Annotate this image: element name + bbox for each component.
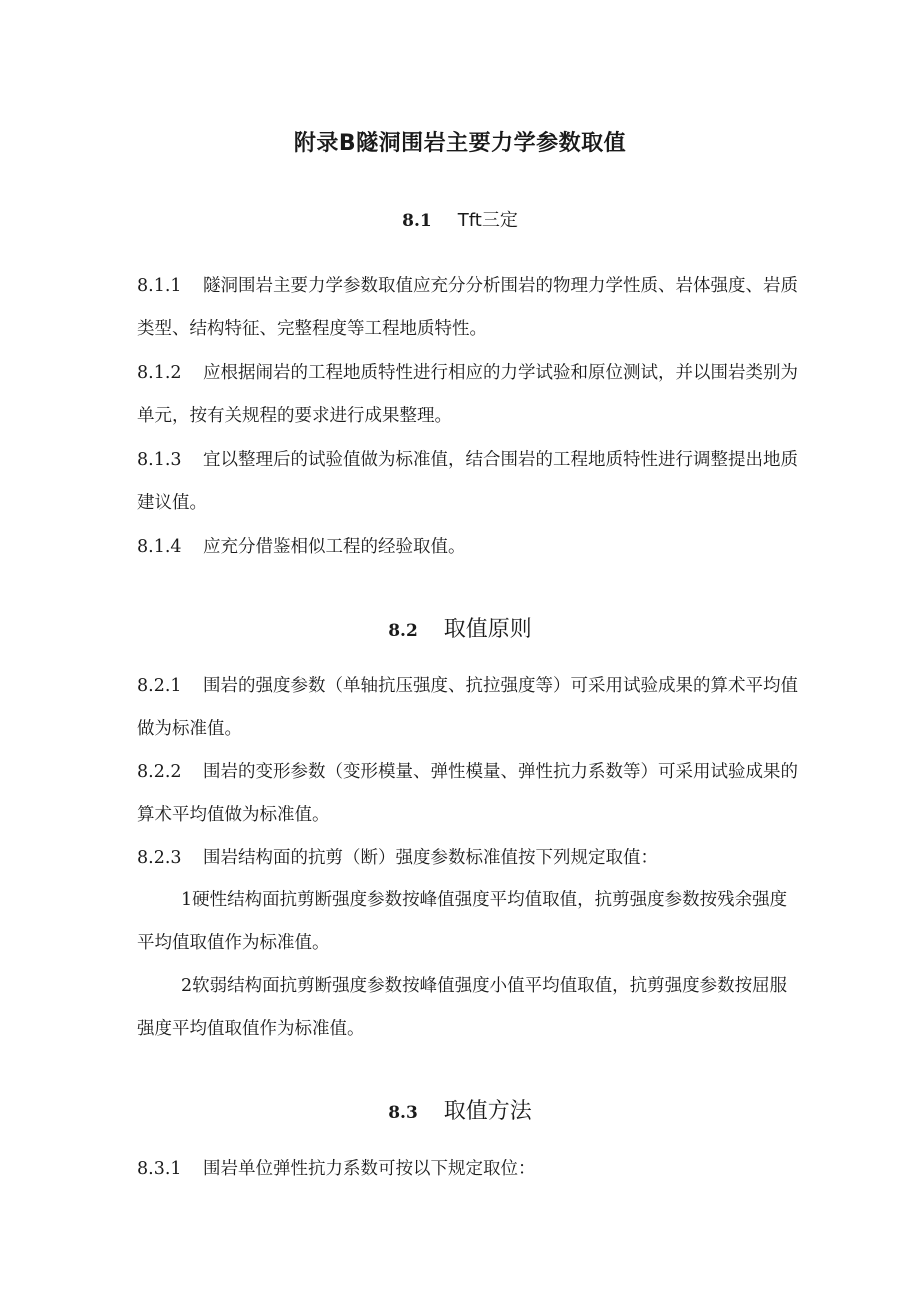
section-number: 8.3 (388, 1103, 418, 1123)
clause-number: 8.3.1 (137, 1159, 182, 1179)
paragraph-8-2-2 (137, 751, 800, 837)
clause-number: 8.1.3 (137, 450, 182, 470)
clause-text: 应根据闹岩的工程地质特性进行相应的力学试验和原位测试，并以围岩类别为单元，按有关规程的要求进行成果整理。 (137, 363, 798, 426)
clause-number: 8.2.1 (137, 676, 182, 696)
section-name: 取值原则 (443, 617, 532, 642)
paragraph-item-2 (137, 965, 800, 1051)
paragraph-8-2-3 (137, 837, 800, 880)
paragraph-item-1 (137, 879, 800, 965)
paragraph-8-3-1 (137, 1148, 800, 1191)
clause-text: 围岩的变形参数（变形模量、弹性模量、弹性抗力系数等）可采用试验成果的算术平均值做为标准值。 (137, 762, 798, 825)
clause-text: 隧洞围岩主要力学参数取值应充分分析围岩的物理力学性质、岩体强度、岩质类型、结构特征、完整程度等工程地质特性。 (137, 276, 798, 339)
clause-number: 8.2.2 (137, 762, 182, 782)
clause-number: 8.2.3 (137, 848, 182, 868)
section-number: 8.2 (388, 621, 418, 641)
paragraph-8-1-2 (137, 352, 800, 438)
section-number: 8.1 (402, 211, 432, 231)
clause-text: 围岩结构面的抗剪（断）强度参数标准值按下列规定取值： (203, 848, 658, 868)
paragraph-8-1-3 (137, 439, 800, 525)
section-name: Tft三定 (457, 210, 518, 231)
paragraph-8-1-4 (137, 526, 800, 569)
section-heading-8-3 (0, 1094, 920, 1125)
clause-text: 围岩单位弹性抗力系数可按以下规定取位： (203, 1159, 536, 1179)
paragraph-8-1-1 (137, 265, 800, 351)
page-title: 附录B隧洞围岩主要力学参数取值 (293, 131, 627, 156)
clause-text: 1硬性结构面抗剪断强度参数按峰值强度平均值取值，抗剪强度参数按残余强度平均值取值作为标准值。 (137, 890, 788, 953)
section-heading-8-1 (0, 206, 920, 232)
clause-text: 宜以整理后的试验值做为标准值，结合围岩的工程地质特性进行调整提出地质建议值。 (137, 450, 798, 513)
section-name: 取值方法 (443, 1099, 532, 1124)
clause-number: 8.1.4 (137, 537, 182, 557)
clause-text: 2软弱结构面抗剪断强度参数按峰值强度小值平均值取值，抗剪强度参数按屈服强度平均值取值作为标准值。 (137, 976, 788, 1039)
clause-number: 8.1.1 (137, 276, 182, 296)
paragraph-8-2-1 (137, 665, 800, 751)
clause-number: 8.1.2 (137, 363, 182, 383)
clause-text: 围岩的强度参数（单轴抗压强度、抗拉强度等）可采用试验成果的算术平均值做为标准值。 (137, 676, 798, 739)
clause-text: 应充分借鉴相似工程的经验取值。 (203, 537, 466, 557)
section-heading-8-2 (0, 612, 920, 643)
